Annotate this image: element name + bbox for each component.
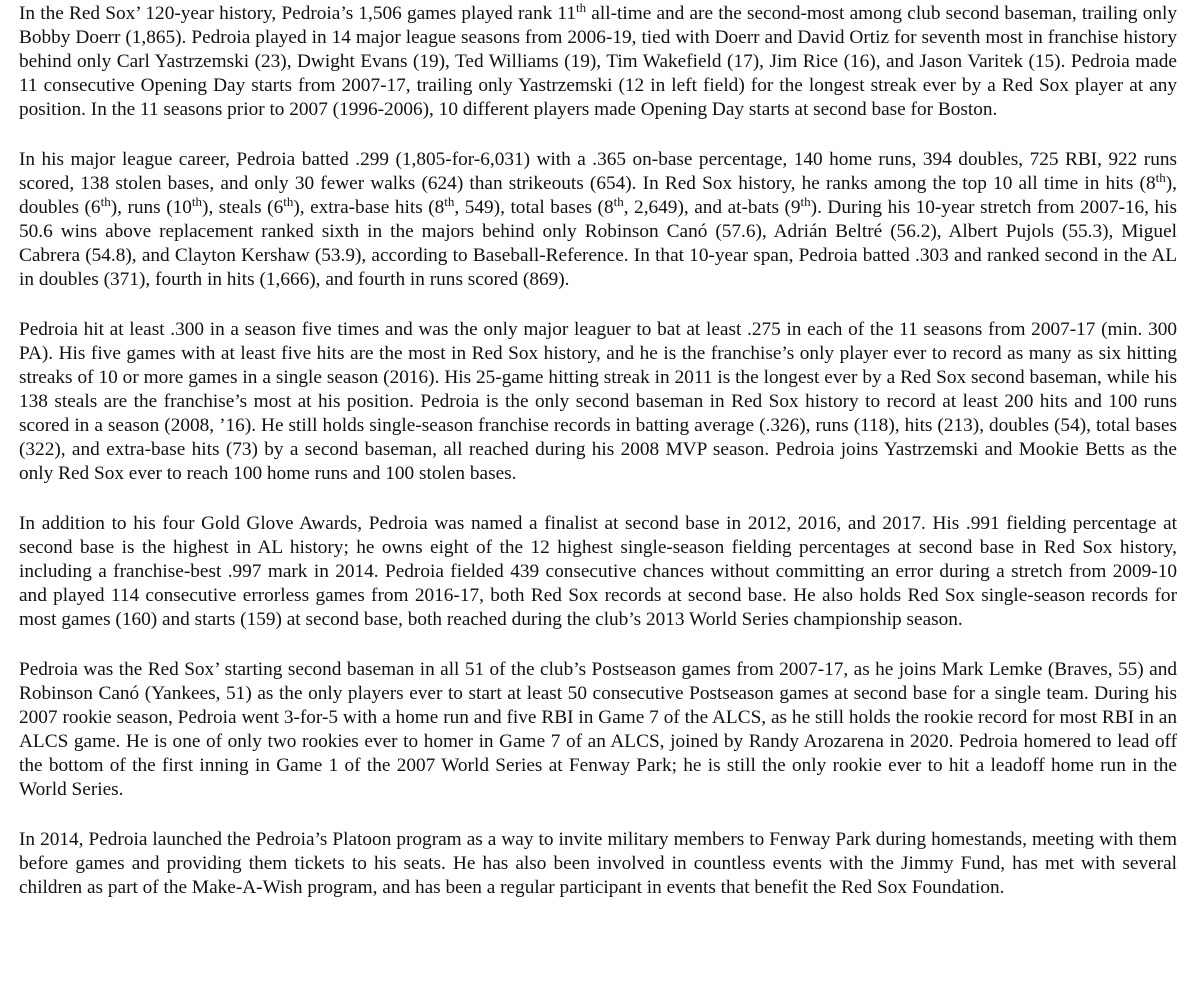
text-run: In the Red Sox’ 120-year history, Pedroia’s 1,506 games played rank 11 <box>19 3 576 24</box>
text-run: ). During his 10-year stretch from 2007-16, his 50.6 wins above replacement ranked sixth in the majors behind only Robinson Canó (57.6), Adrián Beltré (56.2), Albert Pujols (55.3), Miguel Cabrera (54.8), and Clayton Kershaw (53.9), according to Baseball-Reference. In that 10-year span, Pedroia batted .303 and ranked second in the AL in doubles (371), fourth in hits (1,666), and fourth in runs scored (869). <box>19 197 1178 290</box>
ordinal-superscript: th <box>444 194 455 209</box>
ordinal-superscript: th <box>283 194 294 209</box>
paragraph-career-longevity <box>19 2 1177 122</box>
text-run: , 2,649), and at-bats (9 <box>623 197 801 218</box>
paragraph-fielding-records <box>19 512 1177 632</box>
ordinal-superscript: th <box>1155 170 1166 185</box>
text-run: all-time and are the second-most among club second baseman, trailing only Bobby Doerr (1,865). Pedroia played in 14 major league seasons from 2006-19, tied with Doerr and David Ortiz for seventh most in franchise history behind only Carl Yastrzemski (23), Dwight Evans (19), Ted Williams (19), Tim Wakefield (17), Jim Rice (16), and Jason Varitek (15). Pedroia made 11 consecutive Opening Day starts from 2007-17, trailing only Yastrzemski (12 in left field) for the longest streak ever by a Red Sox player at any position. In the 11 seasons prior to 2007 (1996-2006), 10 different players made Opening Day starts at second base for Boston. <box>19 3 1177 120</box>
text-run: In addition to his four Gold Glove Awards, Pedroia was named a finalist at second base in 2012, 2016, and 2017. His .991 fielding percentage at second base is the highest in AL history; he owns eight of the 12 highest single-season fielding percentages at second base in Red Sox history, including a franchise-best .997 mark in 2014. Pedroia fielded 439 consecutive chances without committing an error during a stretch from 2009-10 and played 114 consecutive errorless games from 2016-17, both Red Sox records at second base. He also holds Red Sox single-season records for most games (160) and starts (159) at second base, both reached during the club’s 2013 World Series championship season. <box>19 513 1177 630</box>
paragraph-career-stats <box>19 148 1177 292</box>
text-run: ), doubles (6 <box>19 173 1177 218</box>
ordinal-superscript: th <box>613 194 624 209</box>
text-run: , 549), total bases (8 <box>454 197 614 218</box>
text-run: ), runs (10 <box>110 197 192 218</box>
ordinal-superscript: th <box>191 194 203 209</box>
ordinal-superscript: th <box>576 0 587 15</box>
ordinal-superscript: th <box>800 194 811 209</box>
text-run: In 2014, Pedroia launched the Pedroia’s Platoon program as a way to invite military members to Fenway Park during homestands, meeting with them before games and providing them tickets to his seats. He has also been involved in countless events with the Jimmy Fund, has met with several children as part of the Make-A-Wish program, and has been a regular participant in events that benefit the Red Sox Foundation. <box>19 829 1177 898</box>
text-run: Pedroia hit at least .300 in a season five times and was the only major leaguer to bat at least .275 in each of the 11 seasons from 2007-17 (min. 300 PA). His five games with at least five hits are the most in Red Sox history, and he is the franchise’s only player ever to record as many as six hitting streaks of 10 or more games in a single season (2016). His 25-game hitting streak in 2011 is the longest ever by a Red Sox second baseman, while his 138 steals are the franchise’s most at his position. Pedroia is the only second baseman in Red Sox history to record at least 200 hits and 100 runs scored in a season (2008, ’16). He still holds single-season franchise records in batting average (.326), runs (118), hits (213), doubles (54), total bases (322), and extra-base hits (73) by a second baseman, all reached during his 2008 MVP season. Pedroia joins Yastrzemski and Mookie Betts as the only Red Sox ever to reach 100 home runs and 100 stolen bases. <box>19 319 1177 484</box>
text-run: ), extra-base hits (8 <box>293 197 445 218</box>
paragraph-postseason <box>19 658 1177 802</box>
ordinal-superscript: th <box>100 194 111 209</box>
paragraph-hitting-records <box>19 318 1177 486</box>
document-body <box>19 2 1177 926</box>
text-run: Pedroia was the Red Sox’ starting second baseman in all 51 of the club’s Postseason games from 2007-17, as he joins Mark Lemke (Braves, 55) and Robinson Canó (Yankees, 51) as the only players ever to start at least 50 consecutive Postseason games at second base for a single team. During his 2007 rookie season, Pedroia went 3-for-5 with a home run and five RBI in Game 7 of the ALCS, as he still holds the rookie record for most RBI in an ALCS game. He is one of only two rookies ever to homer in Game 7 of an ALCS, joined by Randy Arozarena in 2020. Pedroia homered to lead off the bottom of the first inning in Game 1 of the 2007 World Series at Fenway Park; he is still the only rookie ever to hit a leadoff home run in the World Series. <box>19 659 1177 800</box>
paragraph-community <box>19 828 1177 900</box>
text-run: In his major league career, Pedroia batted .299 (1,805-for-6,031) with a .365 on-base percentage, 140 home runs, 394 doubles, 725 RBI, 922 runs scored, 138 stolen bases, and only 30 fewer walks (624) than strikeouts (654). In Red Sox history, he ranks among the top 10 all time in hits (8 <box>19 149 1177 194</box>
text-run: ), steals (6 <box>202 197 284 218</box>
